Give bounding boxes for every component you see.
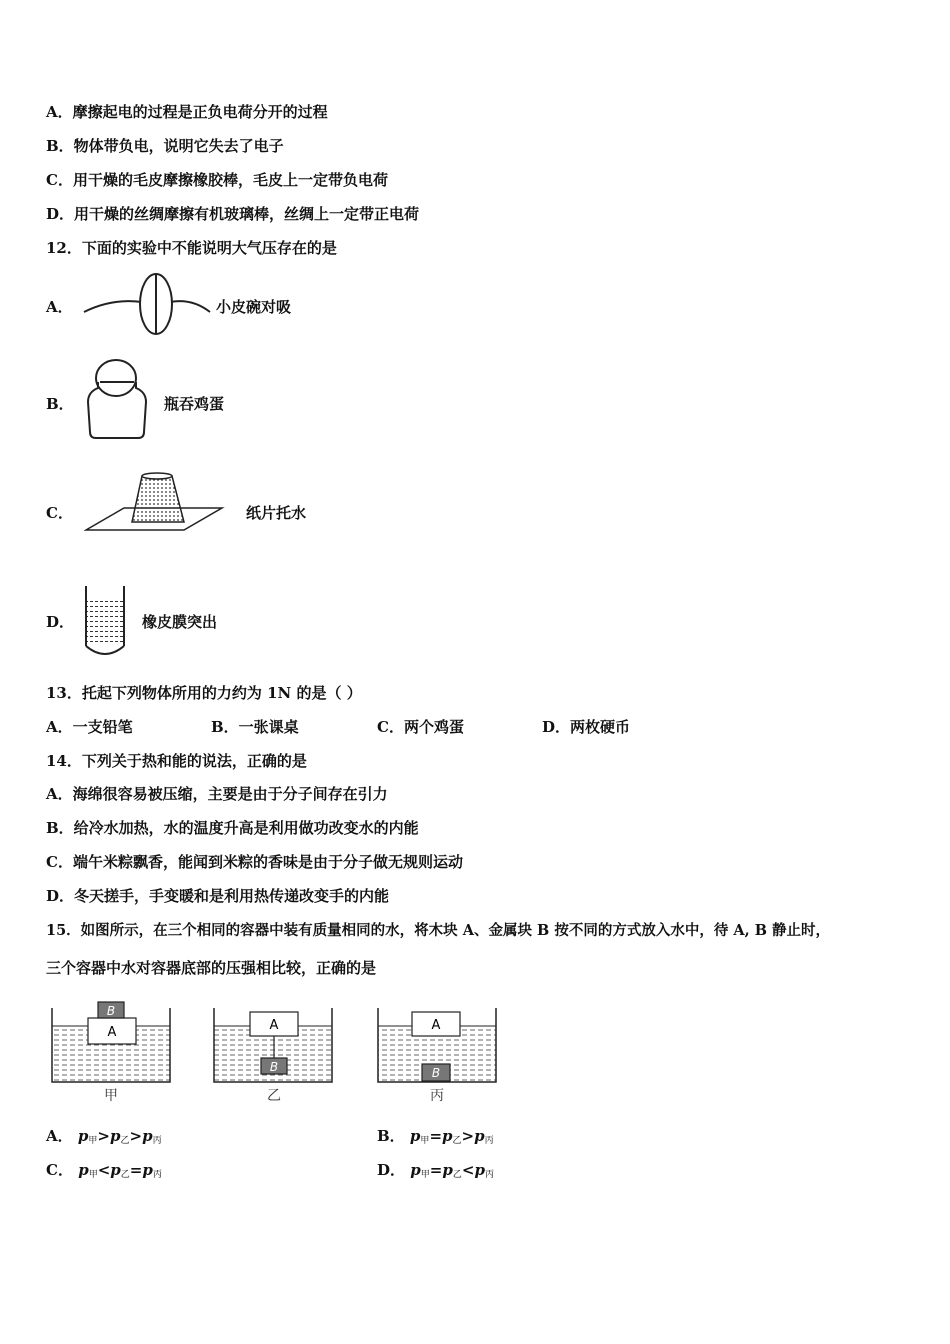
q12-option-b-caption: 瓶吞鸡蛋 (164, 395, 225, 413)
q11-option-a: A．摩擦起电的过程是正负电荷分开的过程 (46, 103, 328, 121)
q14-option-b: B．给冷水加热，水的温度升高是利用做功改变水的内能 (46, 819, 419, 837)
q13-option-a: A．一支铅笔 (46, 718, 133, 736)
q13-option-c: C．两个鸡蛋 (377, 718, 464, 736)
q14-option-a: A．海绵很容易被压缩，主要是由于分子间存在引力 (46, 785, 388, 803)
block-b-bing: B (431, 1066, 441, 1080)
q15-option-d: D． $p_甲=p_乙<p_丙$ (377, 1161, 494, 1180)
q11-option-d: D．用干燥的丝绸摩擦有机玻璃棒，丝绸上一定带正电荷 (46, 205, 420, 223)
q15-option-b: B． $p_甲=p_乙>p_丙$ (377, 1127, 494, 1146)
q14-stem: 14．下列关于热和能的说法，正确的是 (46, 752, 307, 770)
q15-stem-line1: 15．如图所示，在三个相同的容器中装有质量相同的水，将木块 A、金属块 B 按不同的方式放入水中，待 A, B 静止时， (46, 922, 831, 939)
q12-stem: 12．下面的实验中不能说明大气压存在的是 (46, 239, 337, 257)
q12-option-d-label: D． (46, 613, 75, 631)
q12-option-a-caption: 小皮碗对吸 (216, 298, 292, 316)
block-a-jia: A (107, 1025, 117, 1040)
container-jia (52, 1002, 170, 1082)
caption-jia: 甲 (104, 1088, 118, 1104)
q15-option-c: C． $p_甲<p_乙=p_丙$ (46, 1161, 162, 1180)
q15-stem-line2: 三个容器中水对容器底部的压强相比较，正确的是 (46, 959, 377, 977)
q12-option-c-label: C． (46, 504, 73, 522)
q13-option-d: D．两枚硬币 (542, 718, 631, 736)
q15-option-a: A． $p_甲>p_乙>p_丙$ (46, 1127, 162, 1146)
containers-figure (46, 998, 506, 1108)
caption-bing: 丙 (430, 1088, 444, 1104)
paper-holds-water-figure (84, 470, 234, 534)
container-bing (378, 1008, 496, 1082)
q11-option-c: C．用干燥的毛皮摩擦橡胶棒，毛皮上一定带负电荷 (46, 171, 388, 189)
q11-option-b: B．物体带负电，说明它失去了电子 (46, 137, 284, 155)
block-a-yi: A (269, 1018, 279, 1033)
q13-stem: 13．托起下列物体所用的力约为 1N 的是（ ） (46, 684, 362, 702)
block-b-yi: B (269, 1060, 279, 1074)
q12-option-b-label: B． (46, 395, 74, 413)
suction-cups-figure (82, 272, 212, 336)
q13-option-b: B．一张课桌 (211, 718, 299, 736)
q12-option-d-caption: 橡皮膜突出 (142, 613, 218, 631)
block-a-bing: A (431, 1018, 441, 1033)
q14-option-c: C．端午米粽飘香，能闻到米粽的香味是由于分子做无规则运动 (46, 853, 463, 871)
q12-option-a-label: A． (46, 298, 73, 316)
bottle-egg-figure (84, 356, 154, 442)
caption-yi: 乙 (267, 1088, 281, 1104)
q12-option-c-caption: 纸片托水 (246, 504, 307, 522)
rubber-membrane-figure (80, 584, 130, 660)
block-b-jia: B (106, 1004, 116, 1018)
q14-option-d: D．冬天搓手，手变暖和是利用热传递改变手的内能 (46, 887, 390, 905)
container-yi (214, 1008, 332, 1082)
